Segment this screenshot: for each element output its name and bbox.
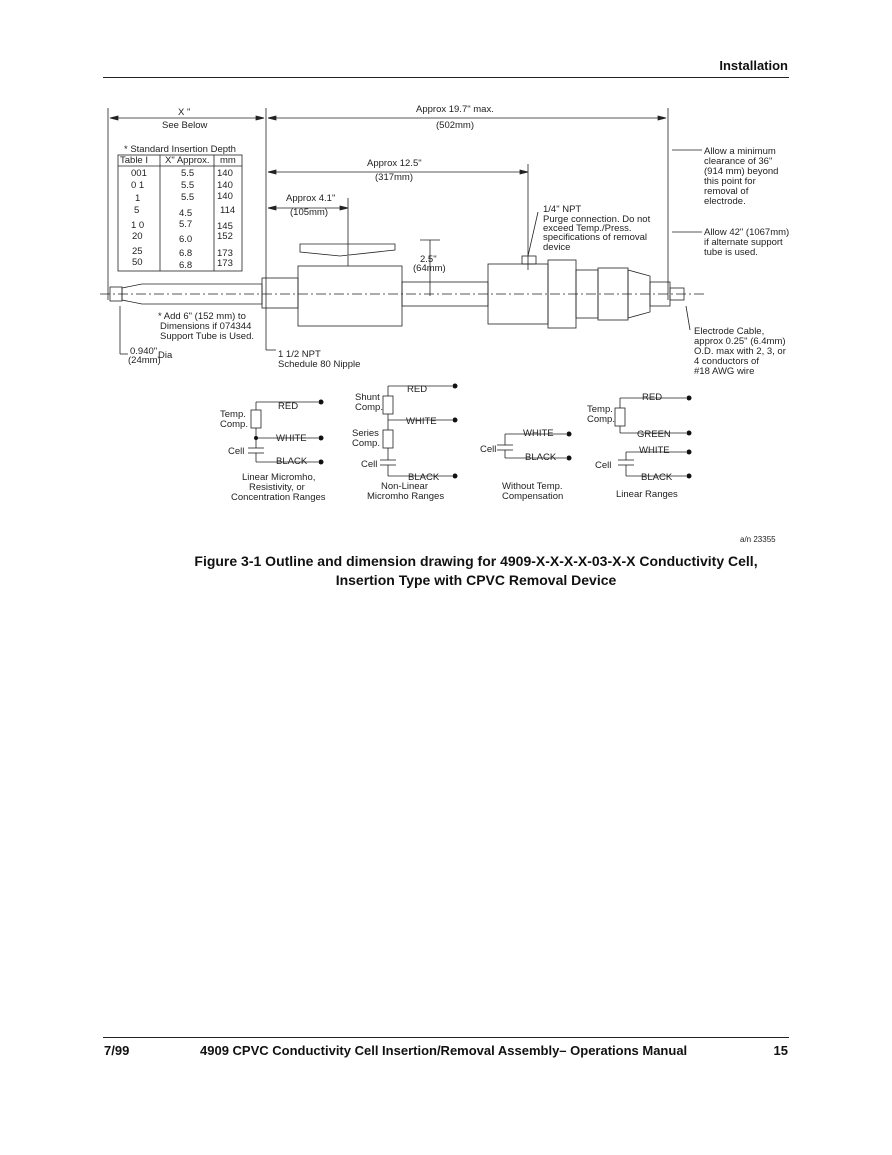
- support-tube-note: Support Tube is Used.: [160, 331, 254, 342]
- alt-support-note: Allow 42" (1067mm): [704, 227, 790, 238]
- height-mm: (64mm): [413, 263, 446, 274]
- art-number: a/n 23355: [740, 535, 776, 544]
- purge-note: specifications of removal: [543, 232, 648, 243]
- depth-table-cell: 6.8: [179, 248, 193, 259]
- purge-note: exceed Temp./Press.: [543, 223, 632, 234]
- wiring-caption: Non-Linear: [381, 481, 428, 492]
- wiring-label: Temp.: [220, 409, 246, 420]
- depth-table-cell: 1 0: [131, 220, 145, 231]
- figure-caption: [120, 552, 832, 590]
- depth-table-cell: 1: [135, 193, 141, 204]
- wire-color-label: BLACK: [525, 452, 557, 463]
- clearance-note: (914 mm) beyond: [704, 166, 779, 177]
- depth-table-cell: 5.5: [181, 192, 195, 203]
- dia-note: Dia: [158, 350, 173, 361]
- wiring-caption: Without Temp.: [502, 481, 563, 492]
- depth-table-cell: 001: [131, 168, 147, 179]
- caption-line-2: Insertion Type with CPVC Removal Device: [335, 572, 617, 588]
- wire-color-label: RED: [407, 384, 428, 395]
- wiring-label: Comp.: [220, 419, 248, 430]
- wiring-caption: Resistivity, or: [249, 482, 305, 493]
- cable-note: O.D. max with 2, 3, or: [694, 346, 786, 357]
- depth-table-cell: 114: [220, 205, 236, 216]
- purge-note: Purge connection. Do not: [543, 214, 651, 225]
- depth-table-cell: 6.0: [179, 234, 193, 245]
- wiring-label: Cell: [361, 459, 378, 470]
- wiring-label: Cell: [480, 444, 497, 455]
- purge-note: device: [543, 242, 571, 253]
- wiring-label: Series: [352, 428, 379, 439]
- depth-table-cell: 140: [217, 168, 233, 179]
- outline-dimension-drawing: [0, 0, 892, 560]
- mid-length-mm: (317mm): [375, 172, 414, 183]
- depth-table-header: mm: [220, 155, 236, 166]
- depth-table-cell: 5.7: [179, 219, 193, 230]
- wiring-label: Comp.: [352, 438, 380, 449]
- clearance-note: clearance of 36": [704, 156, 773, 167]
- cable-note: #18 AWG wire: [694, 366, 755, 377]
- alt-support-note: if alternate support: [704, 237, 783, 248]
- wire-color-label: RED: [642, 392, 663, 403]
- depth-table-cell: 5: [134, 205, 140, 216]
- depth-table-cell: 152: [217, 231, 233, 242]
- depth-table-title: * Standard Insertion Depth: [124, 144, 236, 155]
- wire-color-label: WHITE: [523, 428, 554, 439]
- wiring-caption: Compensation: [502, 491, 564, 502]
- clearance-note: electrode.: [704, 196, 746, 207]
- wiring-label: Cell: [228, 446, 245, 457]
- depth-table-cell: 4.5: [179, 208, 193, 219]
- wire-color-label: BLACK: [408, 472, 440, 483]
- x-dimension-label: X ": [178, 107, 191, 118]
- caption-line-1: Figure 3-1 Outline and dimension drawing for 4909-X-X-X-X-03-X-X Conductivity Cell,: [194, 553, 758, 569]
- purge-note: 1/4" NPT: [543, 204, 582, 215]
- depth-table-cell: 173: [217, 258, 233, 269]
- wiring-caption: Linear Micromho,: [242, 472, 316, 483]
- alt-support-note: tube is used.: [704, 247, 758, 258]
- wire-color-label: WHITE: [639, 445, 670, 456]
- depth-table-header: Table I: [120, 155, 148, 166]
- wiring-label: Shunt: [355, 392, 380, 403]
- clearance-note: removal of: [704, 186, 749, 197]
- wire-color-label: WHITE: [276, 433, 307, 444]
- clearance-note: this point for: [704, 176, 756, 187]
- page-number: 15: [773, 1043, 788, 1058]
- depth-table-cell: 173: [217, 248, 233, 259]
- footer-date: 7/99: [104, 1043, 130, 1058]
- footer-rule: [103, 1037, 789, 1038]
- depth-table-cell: 0 1: [131, 180, 145, 191]
- short-length-mm: (105mm): [290, 207, 329, 218]
- x-dimension-sub: See Below: [162, 120, 208, 131]
- dia-note: 0.940": [130, 346, 158, 357]
- cable-note: Electrode Cable,: [694, 326, 765, 337]
- depth-table-cell: 50: [132, 257, 143, 268]
- depth-table-cell: 25: [132, 246, 143, 257]
- wire-color-label: WHITE: [406, 416, 437, 427]
- cable-note: approx 0.25" (6.4mm): [694, 336, 786, 347]
- wire-color-label: BLACK: [276, 456, 308, 467]
- support-tube-note: * Add 6" (152 mm) to: [158, 311, 246, 322]
- cable-note: 4 conductors of: [694, 356, 759, 367]
- depth-table-cell: 5.5: [181, 168, 195, 179]
- mid-length-label: Approx 12.5": [367, 158, 422, 169]
- height-label: 2.5": [420, 254, 437, 265]
- overall-length-mm: (502mm): [436, 120, 475, 131]
- wire-color-label: GREEN: [637, 429, 671, 440]
- depth-table-header: X" Approx.: [165, 155, 210, 166]
- clearance-note: Allow a minimum: [704, 146, 776, 157]
- wiring-label: Cell: [595, 460, 612, 471]
- overall-length-label: Approx 19.7" max.: [416, 104, 494, 115]
- wiring-label: Comp.: [355, 402, 383, 413]
- support-tube-note: Dimensions if 074344: [160, 321, 252, 332]
- wire-color-label: BLACK: [641, 472, 673, 483]
- depth-table-cell: 140: [217, 180, 233, 191]
- depth-table-cell: 20: [132, 231, 143, 242]
- section-header: Installation: [719, 58, 788, 73]
- dia-note: (24mm): [128, 355, 161, 366]
- wiring-caption: Concentration Ranges: [231, 492, 326, 503]
- nipple-note: Schedule 80 Nipple: [278, 359, 361, 370]
- depth-table-cell: 6.8: [179, 260, 193, 271]
- depth-table-cell: 5.5: [181, 180, 195, 191]
- nipple-note: 1 1/2 NPT: [278, 349, 321, 360]
- wiring-label: Temp.: [587, 404, 613, 415]
- wiring-caption: Micromho Ranges: [367, 491, 445, 502]
- depth-table-cell: 140: [217, 191, 233, 202]
- short-length-label: Approx 4.1": [286, 193, 336, 204]
- wiring-caption: Linear Ranges: [616, 489, 678, 500]
- wiring-label: Comp.: [587, 414, 615, 425]
- depth-table-cell: 145: [217, 221, 233, 232]
- wire-color-label: RED: [278, 401, 299, 412]
- footer-title: 4909 CPVC Conductivity Cell Insertion/Removal Assembly– Operations Manual: [200, 1043, 688, 1058]
